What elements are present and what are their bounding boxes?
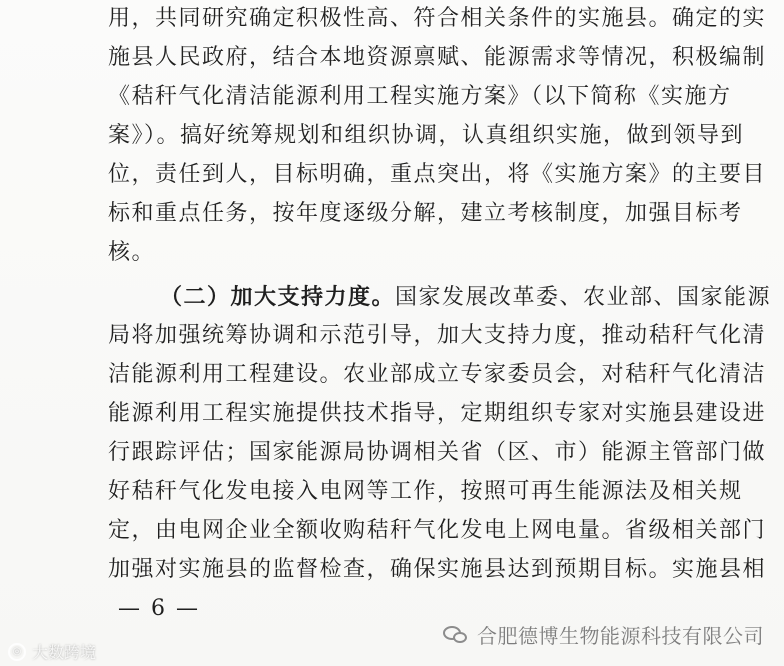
- text-line: 洁能源利用工程建设。农业部成立专家委员会，对秸秆气化清洁: [108, 362, 767, 387]
- text-line: 标和重点任务，按年度逐级分解，建立考核制度，加强目标考: [108, 201, 743, 226]
- text-line: 定，由电网企业全额收购秸秆气化发电上网电量。省级相关部门: [108, 518, 767, 543]
- text-line: 好秸秆气化发电接入电网等工作，按照可再生能源法及相关规: [108, 479, 743, 504]
- text-line: 位，责任到人，目标明确，重点突出，将《实施方案》的主要目: [108, 162, 767, 187]
- watermark-right: [443, 620, 764, 649]
- page-number: — 6 —: [118, 596, 200, 621]
- text-line: 行跟踪评估；国家能源局协调相关省（区、市）能源主管部门做: [108, 440, 767, 465]
- section-2-first-line-rest: 国家发展改革委、农业部、国家能源: [395, 285, 772, 310]
- text-line: 施县人民政府，结合本地资源禀赋、能源需求等情况，积极编制: [108, 45, 767, 70]
- text-line: 案》）。搞好统筹规划和组织协调，认真组织实施，做到领导到: [108, 123, 745, 148]
- watermark-right-text: 合肥德博生物能源科技有限公司: [477, 624, 764, 648]
- text-line: 《秸秆气化清洁能源利用工程实施方案》（以下简称《实施方: [108, 84, 732, 109]
- watermark-left-text: 大数跨境: [32, 643, 97, 662]
- text-line: 局将加强统筹协调和示范引导，加大支持力度，推动秸秆气化清: [108, 323, 767, 348]
- section-2-heading: （二）加大支持力度。: [160, 284, 396, 310]
- text-line: 加强对实施县的监督检查，确保实施县达到预期目标。实施县相: [108, 557, 767, 582]
- watermark-left: [8, 640, 96, 663]
- text-line: 能源利用工程实施提供技术指导，定期组织专家对实施县建设进: [108, 401, 767, 426]
- text-line: 用，共同研究确定积极性高、符合相关条件的实施县。确定的实: [108, 6, 767, 31]
- text-line: 核。: [108, 240, 156, 265]
- section-2-first-line: [160, 282, 771, 313]
- wechat-icon: [443, 624, 469, 646]
- copyright-circle-icon: ◎: [8, 643, 26, 661]
